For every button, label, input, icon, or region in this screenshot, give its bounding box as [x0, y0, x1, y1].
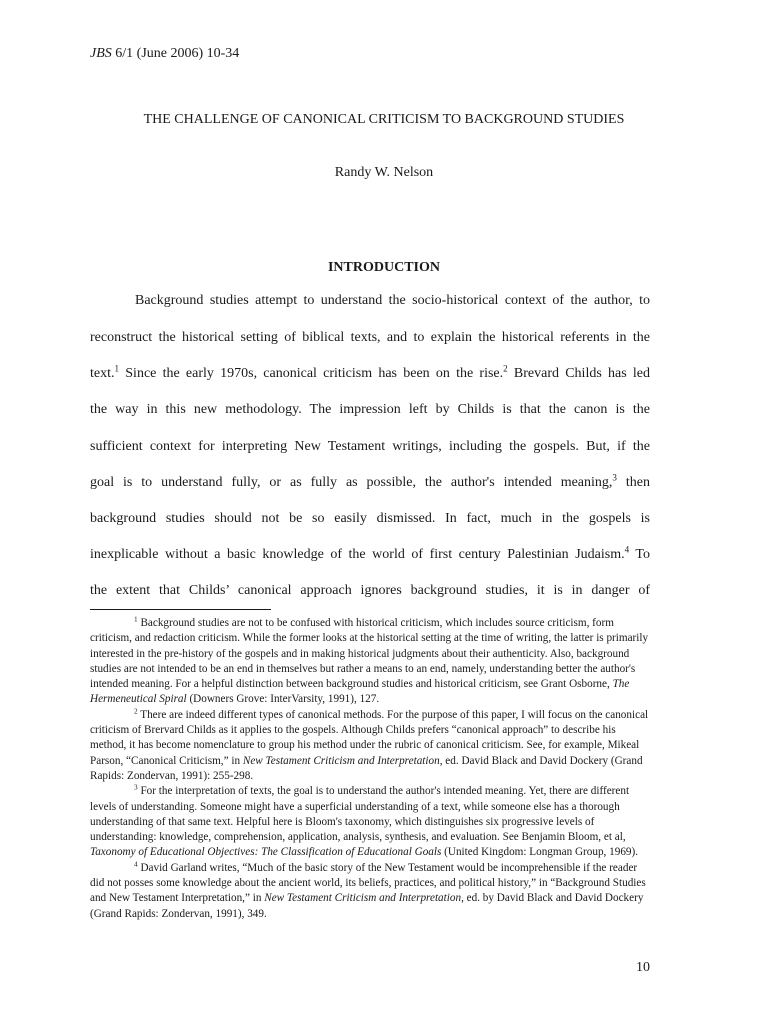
footnote-number: 3 — [134, 783, 138, 792]
author-name: Randy W. Nelson — [334, 165, 434, 180]
issue-citation: 6/1 (June 2006) 10-34 — [115, 46, 240, 61]
body-line: sufficient context for interpreting New Testament writings, including the gospels. But, if the — [90, 439, 650, 454]
footnote-4: $^4$ David Garland writes, “Much of the basic story of the New Testament would be incomprehensible if the reader did not posses some knowledge about the ancient world, its beliefs, practices, and political history,” in “Background Studies and New Testament Interpretation,” in New Testament Criticism and Interpretation, ed. by David Black and David Dockery (Grand Rapids: Zondervan, 1991), 349. — [90, 860, 646, 920]
body-line: the extent that Childs’ canonical approach ignores background studies, it is in danger of — [90, 583, 650, 598]
body-line: text.$^1$ Since the early 1970s, canonical criticism has been on the rise.$^2$ Brevard Childs has led — [90, 363, 650, 381]
footnote-1: $^1$ Background studies are not to be confused with historical criticism, which includes source criticism, form criticism, and redaction criticism. While the former looks at the historical setting at the time of writing, the latter is primarily interested in the pre-history of the gospels and in making historical judgments about their authenticity. Also, background studies are not intended to be an end in themselves but rather a means to an end, namely, understanding better the author's intended meaning. For a helpful distinction between background studies and historical criticism, see Grant Osborne, The Hermeneutical Spiral (Downers Grove: InterVarsity, 1991), 127. — [90, 615, 649, 706]
footnotes — [90, 616, 650, 922]
footnote-number: 4 — [134, 860, 138, 869]
journal-abbreviation: JBS — [90, 46, 112, 61]
footnote-ref: 3 — [612, 472, 617, 483]
article-title: THE CHALLENGE OF CANONICAL CRITICISM TO BACKGROUND STUDIES — [143, 112, 625, 127]
footnote-3: $^3$ For the interpretation of texts, the goal is to understand the author's intended meaning. Yet, there are different levels of understanding. Someone might have a superficial understanding of a text, while someone else has a thorough understanding of that same text. Helpful here is Bloom's taxonomy, which distinguishes six progressive levels of understanding: knowledge, comprehension, application, analysis, synthesis, and evaluation. See Benjamin Bloom, et al, Taxonomy of Educational Objectives: The Classification of Educational Goals (United Kingdom: Longman Group, 1969). — [90, 783, 639, 859]
body-line: goal is to understand fully, or as fully as possible, the author's intended meaning,$^3$ then — [90, 472, 650, 490]
footnote-ref: 4 — [624, 544, 630, 555]
footnote-separator — [90, 609, 271, 610]
section-heading: INTRODUCTION — [327, 260, 440, 275]
footnote-number: 1 — [134, 615, 138, 624]
body-line: reconstruct the historical setting of biblical texts, and to explain the historical referents in the — [90, 330, 650, 345]
body-line: inexplicable without a basic knowledge of the world of first century Palestinian Judaism.$^4$ To — [90, 544, 651, 562]
footnote-ref: 1 — [114, 363, 120, 374]
running-header — [90, 46, 239, 62]
body-line: the way in this new methodology. The impression left by Childs is that the canon is the — [90, 402, 650, 417]
body-line: Background studies attempt to understand the socio-historical context of the author, to — [135, 293, 650, 308]
footnote-number: 2 — [134, 707, 138, 716]
footnote-ref: 2 — [503, 363, 508, 374]
body-line: background studies should not be so easily dismissed. In fact, much in the gospels is — [90, 511, 650, 526]
page-number: 10 — [636, 960, 650, 975]
footnote-2: $^2$ There are indeed different types of canonical methods. For the purpose of this paper, I will focus on the canonical criticism of Brervard Childs as it applies to the gospels. Although Childs prefers “canonical approach” to describe his method, it has become nomenclature to group his method under the rubric of canonical criticism. See, for example, Mikeal Parson, “Canonical Criticism,” in New Testament Criticism and Interpretation, ed. David Black and David Dockery (Grand Rapids: Zondervan, 1991): 255-298. — [90, 707, 649, 782]
